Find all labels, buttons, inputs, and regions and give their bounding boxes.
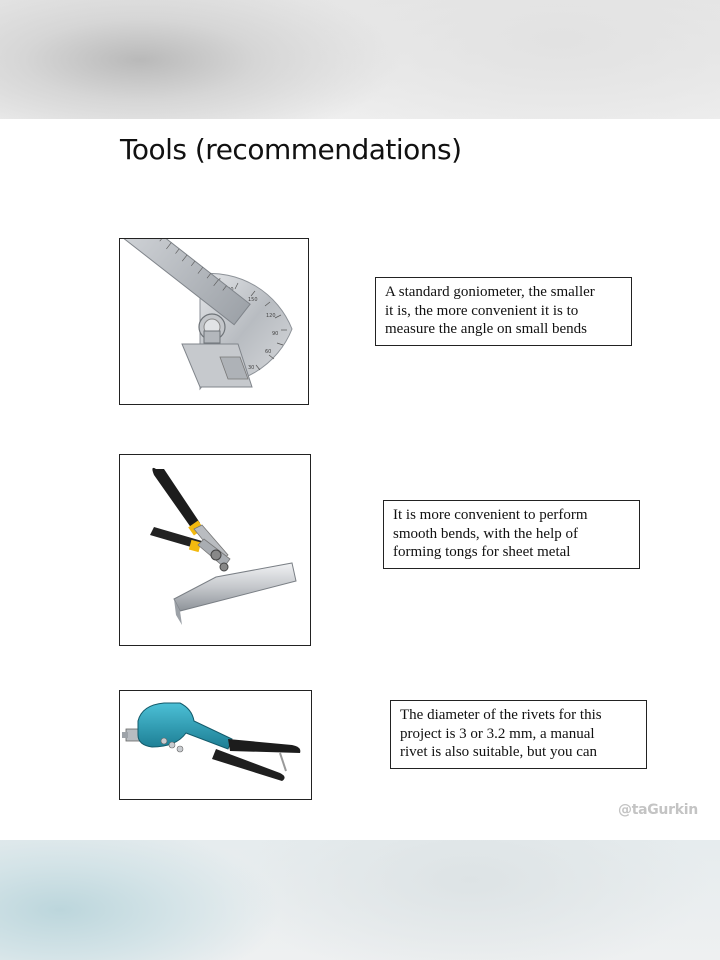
goniometer-image [119,238,309,405]
description-line: smooth bends, with the help of [393,525,578,542]
description-line: rivet is also suitable, but you can [400,744,598,760]
description-line: A standard goniometer, the smaller [385,284,595,300]
goniometer-description [375,277,632,346]
description-line: it is, the more convenient it is to [385,302,579,319]
forming-tongs-icon [120,455,309,644]
footer-background-band [0,840,720,960]
goniometer-icon [120,239,307,403]
description-line: The diameter of the rivets for this [400,707,602,723]
description-line: forming tongs for sheet metal [393,544,571,560]
protractor-label: 60 [265,349,272,355]
page-title: Tools (recommendations) [120,133,462,166]
rivet-gun-image [119,690,312,800]
rivet-gun-description [390,700,647,769]
forming-tongs-description [383,500,640,569]
rivet-gun-icon [120,691,310,798]
description-line: measure the angle on small bends [385,321,588,337]
protractor-label: 90 [272,331,279,337]
protractor-label: 120 [266,313,276,319]
description-line: It is more convenient to perform [393,507,588,523]
description-line: project is 3 or 3.2 mm, a manual [400,725,595,742]
header-background-band [0,0,720,119]
forming-tongs-image [119,454,311,646]
protractor-label: 150 [248,297,258,303]
watermark-text: @taGurkin [618,802,698,818]
protractor-label: 30 [248,365,255,371]
